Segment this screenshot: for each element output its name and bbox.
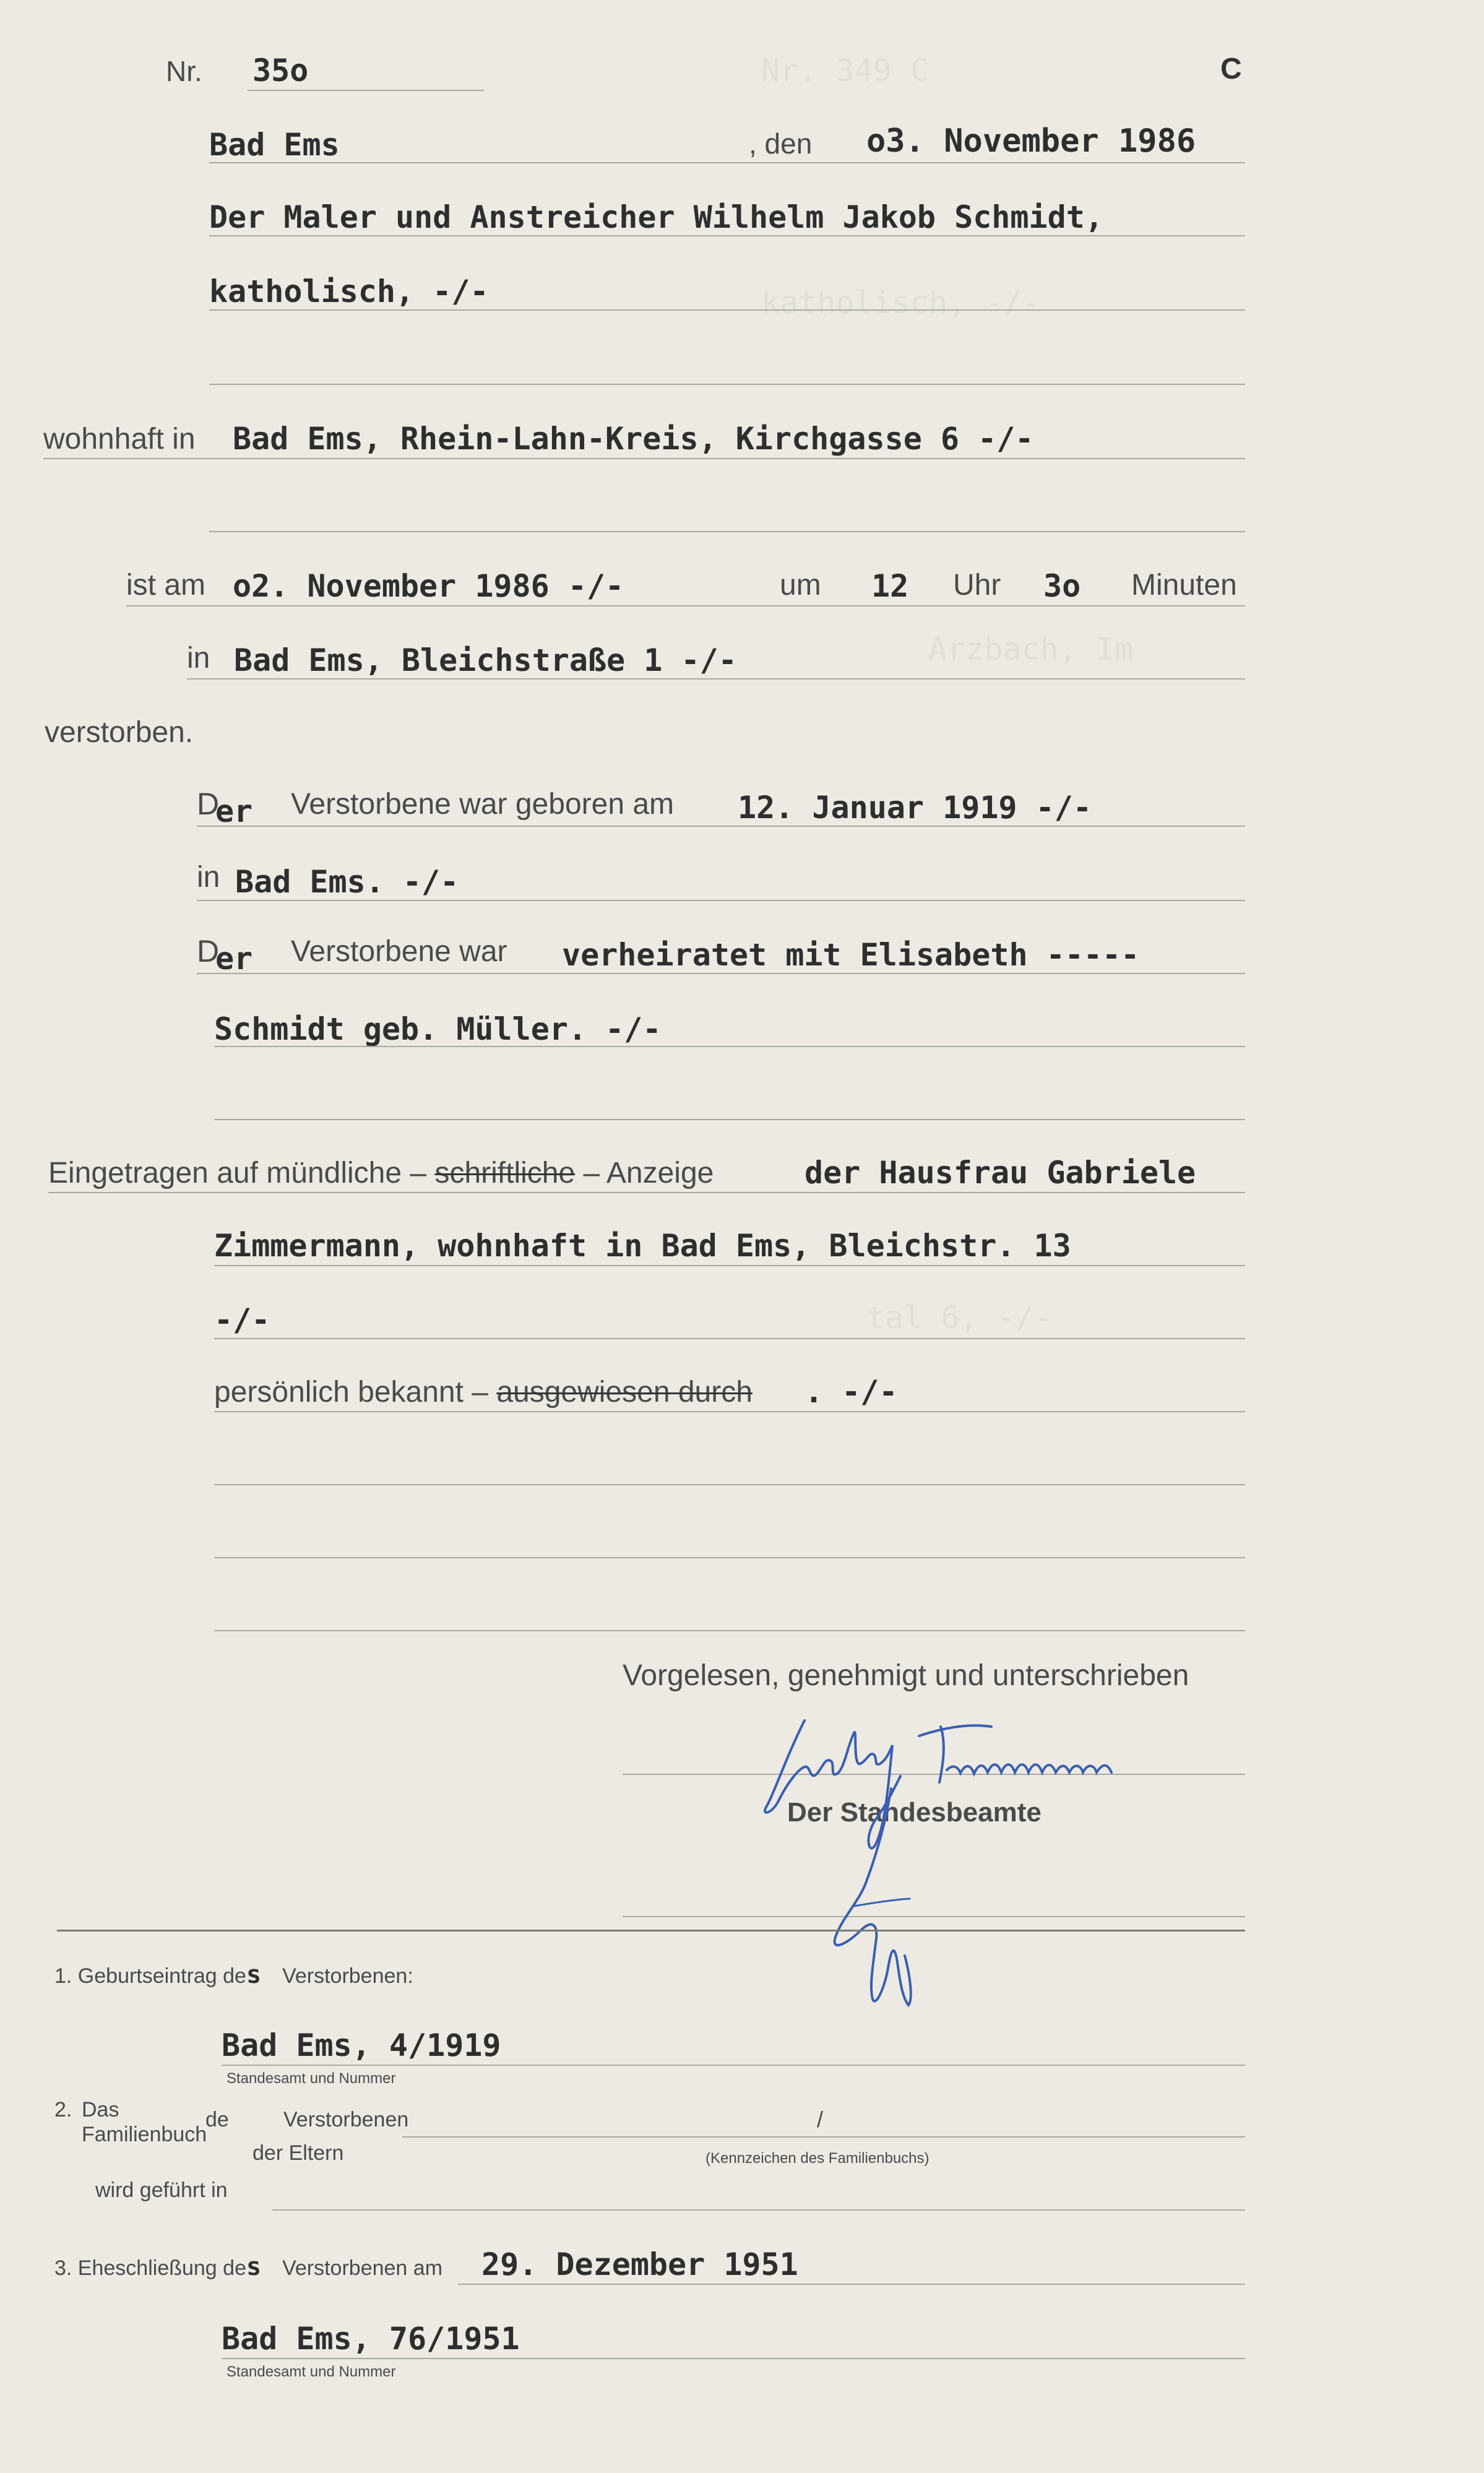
- marital-line-2: Schmidt geb. Müller. -/-: [214, 1011, 662, 1047]
- footnote-separator: [57, 1930, 1245, 1931]
- declarant-line-2: katholisch, -/-: [209, 274, 489, 309]
- residence-label: wohnhaft in: [43, 423, 196, 455]
- informant-line-2-rule: [214, 1265, 1245, 1266]
- footnote-2-rule: [402, 2136, 1245, 2138]
- registration-date: o3. November 1986: [866, 123, 1196, 160]
- struck-option: ausgewiesen durch: [496, 1376, 753, 1409]
- footnote-3-rule: [222, 2358, 1245, 2359]
- blank-rule: [214, 1557, 1245, 1558]
- informant-line-3-rule: [214, 1338, 1245, 1339]
- registration-label: Eingetragen auf mündliche – schriftliche – Anzeige: [48, 1157, 714, 1189]
- footnote-1-caption: Standesamt und Nummer: [226, 2070, 396, 2087]
- residence-rule: [43, 458, 1245, 459]
- footnote-2-familienbuch: Familienbuch: [82, 2123, 207, 2146]
- footnote-2-gefuehrt-rule: [272, 2209, 1245, 2211]
- um-label: um: [780, 569, 821, 602]
- footnote-3-date-rule: [458, 2284, 1245, 2285]
- nr-label: Nr.: [166, 55, 202, 87]
- place: Bad Ems: [209, 127, 340, 163]
- death-time-rule: [126, 605, 1245, 606]
- declarant-line-1-rule: [209, 235, 1245, 236]
- footnote-1-label: 1. Geburtseintrag des Verstorbenen:: [54, 1961, 413, 1989]
- vorgelesen-text: Vorgelesen, genehmigt und unterschrieben: [623, 1659, 1189, 1692]
- footnote-2-verstorbenen: Verstorbenen: [283, 2108, 409, 2131]
- bekannt-rule: [214, 1411, 1245, 1412]
- declarant-line-2-rule: [209, 309, 1245, 311]
- death-in-label: in: [187, 642, 210, 675]
- blank-rule: [214, 1119, 1245, 1120]
- birth-in-label: in: [197, 861, 220, 894]
- footnote-1-rule: [222, 2065, 1245, 2066]
- footnote-3-caption: Standesamt und Nummer: [226, 2363, 396, 2380]
- minuten-label: Minuten: [1131, 569, 1237, 602]
- footnote-2-das: Das: [82, 2098, 119, 2121]
- informant-line-3: -/-: [214, 1302, 270, 1338]
- nr-underline: [248, 90, 484, 91]
- uhr-label: Uhr: [953, 569, 1001, 602]
- verstorben-label: verstorben.: [45, 716, 194, 749]
- blank-rule: [209, 531, 1245, 532]
- death-hour: 12: [871, 568, 909, 604]
- form-letter: C: [1220, 53, 1242, 85]
- footnote-3-label: 3. Eheschließung des Verstorbenen am: [54, 2253, 443, 2281]
- place-date-line: [209, 162, 1245, 163]
- footnote-3-value: Bad Ems, 76/1951: [222, 2321, 520, 2357]
- death-date: o2. November 1986 -/-: [233, 568, 624, 604]
- footnote-2-gefuehrt: wird geführt in: [95, 2178, 228, 2202]
- nr-value: 35o: [252, 53, 309, 88]
- birth-date: 12. Januar 1919 -/-: [738, 790, 1092, 826]
- informant-line-1-rule: [48, 1192, 1245, 1193]
- marital-der-typed: er: [215, 941, 253, 977]
- declarant-line-1: Der Maler und Anstreicher Wilhelm Jakob Schmidt,: [209, 199, 1103, 235]
- marital-line-1-rule: [197, 973, 1245, 974]
- footnote-2-slash: /: [817, 2107, 824, 2132]
- ist-am-label: ist am: [126, 569, 206, 602]
- birth-label: Verstorbene war geboren am: [291, 788, 675, 821]
- bekannt-label: persönlich bekannt – ausgewiesen durch: [214, 1376, 753, 1409]
- marital-line-1: verheiratet mit Elisabeth -----: [562, 937, 1140, 973]
- blank-rule: [214, 1630, 1245, 1631]
- death-place-rule: [187, 678, 1245, 680]
- residence-value: Bad Ems, Rhein-Lahn-Kreis, Kirchgasse 6 -/-: [233, 421, 1034, 457]
- birth-der-typed: er: [215, 793, 253, 829]
- footnote-3-date: 29. Dezember 1951: [481, 2246, 798, 2282]
- footnote-2-number: 2.: [54, 2098, 72, 2121]
- show-through-text: Nr. 349 C: [761, 53, 929, 88]
- show-through-text: tal 6, -/-: [866, 1300, 1053, 1336]
- show-through-text: katholisch, -/-: [761, 285, 1041, 321]
- standesbeamte-label: Der Standesbeamte: [787, 1797, 1042, 1828]
- footnote-1-value: Bad Ems, 4/1919: [222, 2027, 501, 2063]
- birth-der-prefix: D: [197, 787, 220, 821]
- official-signature: [817, 1782, 941, 2018]
- informant-line-1: der Hausfrau Gabriele: [805, 1155, 1196, 1191]
- birth-date-rule: [197, 826, 1245, 827]
- death-minutes: 3o: [1043, 568, 1081, 604]
- blank-rule: [209, 384, 1245, 385]
- marital-label: Verstorbene war: [291, 935, 507, 968]
- footnote-2-kennzeichen: (Kennzeichen des Familienbuchs): [705, 2150, 930, 2167]
- show-through-text: Arzbach, Im: [928, 631, 1134, 667]
- informant-line-2: Zimmermann, wohnhaft in Bad Ems, Bleichstr. 13: [214, 1228, 1071, 1264]
- marital-der-prefix: D: [197, 934, 220, 969]
- marital-line-2-rule: [214, 1046, 1245, 1047]
- blank-rule: [214, 1484, 1245, 1485]
- den-label: , den: [749, 127, 813, 160]
- struck-option: schriftliche: [434, 1157, 576, 1189]
- death-place: Bad Ems, Bleichstraße 1 -/-: [234, 642, 737, 678]
- bekannt-value: . -/-: [805, 1374, 898, 1410]
- birth-place: Bad Ems. -/-: [235, 864, 459, 900]
- footnote-2-eltern: der Eltern: [252, 2141, 344, 2165]
- birth-place-rule: [197, 900, 1245, 901]
- footnote-2-de: de: [205, 2108, 229, 2131]
